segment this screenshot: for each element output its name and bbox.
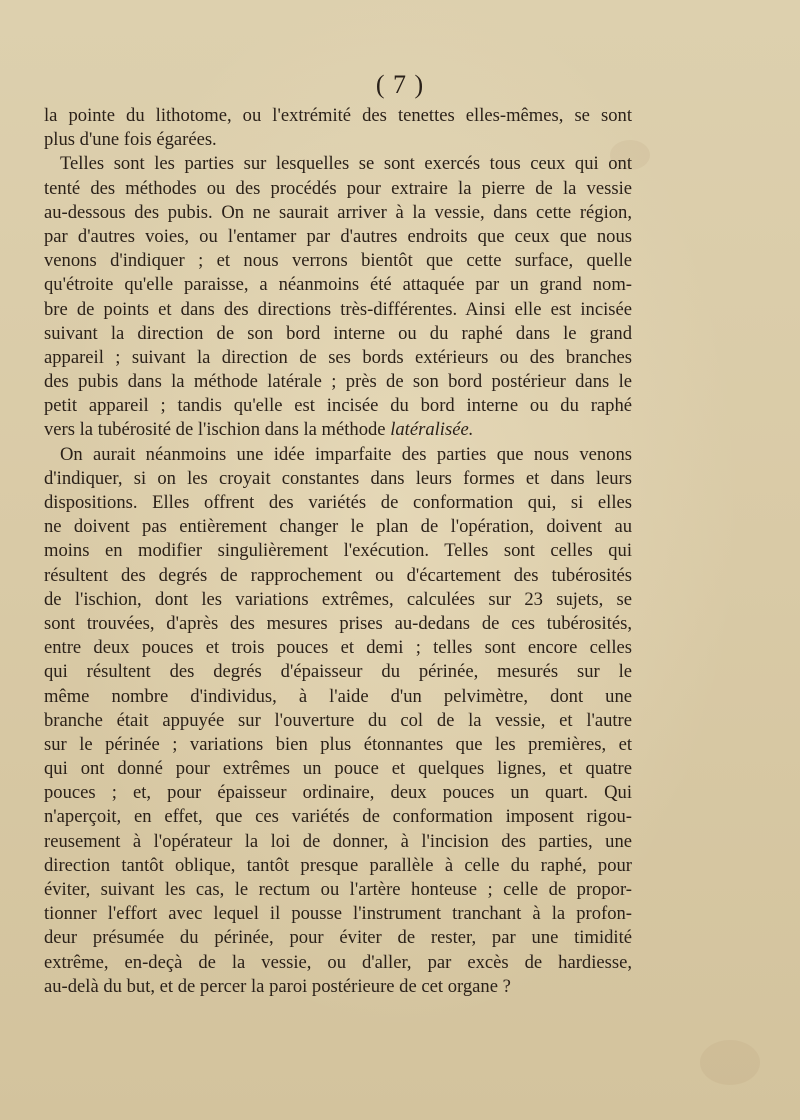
- text-line: dispositions. Elles offrent des variétés de conformation qui, si elles: [44, 492, 632, 513]
- text-line: au-dessous des pubis. On ne saurait arriver à la vessie, dans cette région,: [44, 201, 632, 223]
- text-line: bre de points et dans des directions très-différentes. Ainsi elle est incisée: [44, 298, 632, 320]
- text-line: venons d'indiquer ; et nous verrons bientôt que cette surface, quelle: [44, 250, 632, 272]
- text-line: même nombre d'individus, à l'aide d'un pelvimètre, dont une: [44, 685, 632, 707]
- text-line: pouces ; et, pour épaisseur ordinaire, deux pouces un quart. Qui: [44, 782, 632, 804]
- text-line: deur présumée du périnée, pour éviter de rester, par une timidité: [44, 927, 632, 949]
- text-line: tenté des méthodes ou des procédés pour extraire la pierre de la vessie: [44, 177, 632, 199]
- text-line: vers la tubérosité de l'ischion dans la méthode latéralisée.: [44, 419, 474, 441]
- text-line: qui résultent des degrés d'épaisseur du périnée, mesurés sur le: [44, 661, 632, 683]
- text-line: appareil ; suivant la direction de ses bords extérieurs ou des branches: [44, 346, 632, 368]
- text-line: plus d'une fois égarées.: [44, 129, 217, 151]
- text-line: au-delà du but, et de percer la paroi postérieure de cet organe ?: [44, 975, 511, 997]
- text-line: reusement à l'opérateur la loi de donner, à l'incision des parties, une: [44, 830, 632, 852]
- text-line: qui ont donné pour extrêmes un pouce et quelques lignes, et quatre: [44, 758, 632, 780]
- text-line: de l'ischion, dont les variations extrêmes, calculées sur 23 sujets, se: [44, 588, 632, 610]
- text-line: d'indiquer, si on les croyait constantes dans leurs formes et dans leurs: [44, 467, 632, 489]
- text-line: On aurait néanmoins une idée imparfaite des parties que nous venons: [60, 443, 632, 465]
- text-line: branche était appuyée sur l'ouverture du col de la vessie, et l'autre: [44, 709, 632, 731]
- text-line: éviter, suivant les cas, le rectum ou l'artère honteuse ; celle de propor-: [44, 879, 632, 900]
- text-line: entre deux pouces et trois pouces et demi ; telles sont encore celles: [44, 637, 632, 659]
- text-line: par d'autres voies, ou l'entamer par d'autres endroits que ceux que nous: [44, 225, 632, 247]
- page-number: ( 7 ): [375, 70, 425, 99]
- text-line: résultent des degrés de rapprochement ou d'écartement des tubérosités: [44, 564, 632, 586]
- text-line: moins en modifier singulièrement l'exécution. Telles sont celles qui: [44, 540, 632, 562]
- text-line: la pointe du lithotome, ou l'extrémité des tenettes elles-mêmes, se sont: [44, 105, 632, 126]
- text-line: n'aperçoit, en effet, que ces variétés de conformation imposent rigou-: [44, 806, 632, 828]
- text-line: extrême, en-deçà de la vessie, ou d'aller, par excès de hardiesse,: [44, 951, 632, 973]
- paper-stain: [700, 1040, 760, 1085]
- text-line: qu'étroite qu'elle paraisse, a néanmoins été attaquée par un grand nom-: [44, 274, 632, 296]
- italic-term: latéralisée.: [390, 419, 474, 441]
- text-line: direction tantôt oblique, tantôt presque parallèle à celle du raphé, pour: [44, 854, 632, 876]
- text-line: sont trouvées, d'après des mesures prises au-dedans de ces tubérosités,: [44, 612, 632, 634]
- text-line: Telles sont les parties sur lesquelles se sont exercés tous ceux qui ont: [60, 153, 632, 175]
- text-line: sur le périnée ; variations bien plus étonnantes que les premières, et: [44, 733, 632, 755]
- text-line: des pubis dans la méthode latérale ; près de son bord postérieur dans le: [44, 371, 632, 393]
- text-line: petit appareil ; tandis qu'elle est incisée du bord interne ou du raphé: [44, 395, 632, 417]
- body-text: [44, 104, 632, 999]
- text-line: ne doivent pas entièrement changer le plan de l'opération, doivent au: [44, 516, 632, 538]
- text-line: suivant la direction de son bord interne ou du raphé dans le grand: [44, 322, 632, 344]
- text-line: tionner l'effort avec lequel il pousse l'instrument tranchant à la profon-: [44, 903, 632, 925]
